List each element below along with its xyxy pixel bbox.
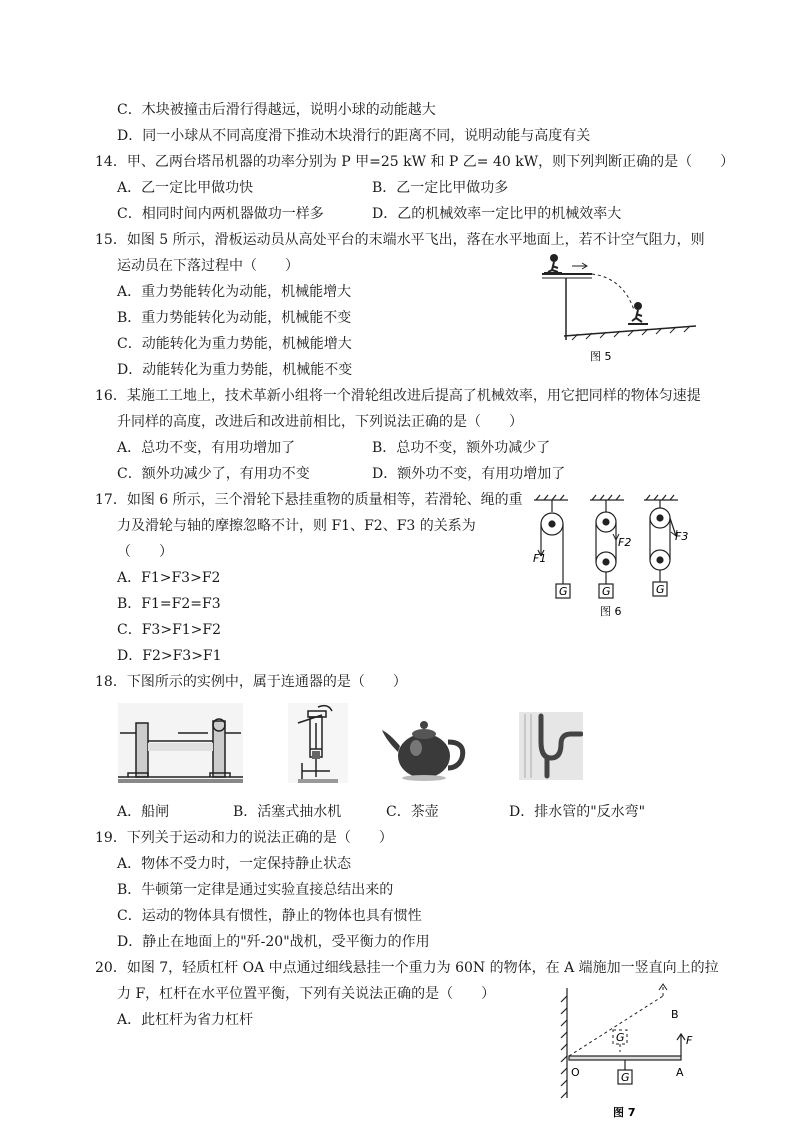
option-15b: B．重力势能转化为动能，机械能不变 [117, 310, 352, 326]
option-16b: B．总功不变，额外功减少了 [372, 440, 551, 456]
option-18a: A．船闸 [117, 804, 170, 820]
image-teapot [380, 712, 470, 782]
label-f2: F2 [618, 536, 632, 549]
option-16a: A．总功不变，有用功增加了 [117, 440, 296, 456]
image-piston-pump [288, 703, 348, 783]
option-20a: A．此杠杆为省力杠杆 [117, 1012, 254, 1028]
label-g3: G [656, 583, 665, 596]
option-15a: A．重力势能转化为动能，机械能增大 [117, 284, 352, 300]
option-18c: C．茶壶 [386, 804, 439, 820]
option-17d: D．F2>F3>F1 [117, 648, 222, 664]
label-f1: F1 [533, 552, 547, 565]
option-17c: C．F3>F1>F2 [117, 622, 222, 638]
figure-5-caption: 图 5 [590, 350, 612, 363]
label-g: G [621, 1071, 630, 1084]
option-14a: A．乙一定比甲做功快 [117, 180, 254, 196]
option-16c: C．额外功减少了，有用功不变 [117, 466, 310, 482]
image-ship-lock [118, 703, 243, 783]
option-17a: A．F1>F3>F2 [117, 570, 221, 586]
figure-6-caption: 图 6 [600, 605, 622, 618]
label-a: A [676, 1066, 684, 1079]
option-18d: D．排水管的"反水弯" [509, 804, 646, 820]
image-drain-trap [519, 712, 583, 780]
label-b: B [671, 1008, 679, 1021]
option-18b: B．活塞式抽水机 [233, 804, 342, 820]
option-17b: B．F1=F2=F3 [117, 596, 221, 612]
label-g1: G [559, 585, 568, 598]
question-15-line2: 运动员在下落过程中（ ） [117, 258, 299, 274]
option-14d: D．乙的机械效率一定比甲的机械效率大 [372, 206, 622, 222]
figure-7-lever [555, 980, 715, 1120]
label-o: O [571, 1066, 580, 1079]
label-g-dashed: G [616, 1031, 625, 1044]
question-20-line2: 力 F，杠杆在水平位置平衡，下列有关说法正确的是（ ） [117, 986, 496, 1002]
label-g2: G [602, 585, 611, 598]
skater-bottom-figure [628, 302, 648, 324]
label-f3: F3 [675, 530, 689, 543]
question-18: 18．下图所示的实例中，属于连通器的是（ ） [95, 674, 407, 690]
question-20-line1: 20．如图 7，轻质杠杆 OA 中点通过细线悬挂一个重力为 60N 的物体，在 A 端施加一竖直向上的拉 [95, 960, 719, 976]
skater-top-figure [544, 254, 562, 273]
option-19d: D．静止在地面上的"歼-20"战机，受平衡力的作用 [117, 934, 430, 950]
figure-7-caption: 图 7 [613, 1106, 636, 1119]
option-19c: C．运动的物体具有惯性，静止的物体也具有惯性 [117, 908, 422, 924]
question-16-line2: 升同样的高度，改进后和改进前相比，下列说法正确的是（ ） [117, 414, 523, 430]
option-13d: D．同一小球从不同高度滑下推动木块滑行的距离不同，说明动能与高度有关 [117, 128, 591, 144]
question-19: 19．下列关于运动和力的说法正确的是（ ） [95, 830, 393, 846]
option-14c: C．相同时间内两机器做功一样多 [117, 206, 324, 222]
question-17-line2: 力及滑轮与轴的摩擦忽略不计，则 F1、F2、F3 的关系为 [117, 518, 476, 534]
question-17-line3: （ ） [117, 544, 173, 560]
figure-5-skateboarder [528, 248, 700, 368]
question-16-line1: 16．某施工工地上，技术革新小组将一个滑轮组改进后提高了机械效率，用它把同样的物体匀速提 [95, 388, 701, 404]
option-14b: B．乙一定比甲做功多 [372, 180, 509, 196]
figure-6-pulleys [528, 488, 698, 623]
question-14: 14．甲、乙两台塔吊机器的功率分别为 P 甲=25 kW 和 P 乙= 40 kW，则下列判断正确的是（ ） [95, 154, 735, 170]
option-15c: C．动能转化为重力势能，机械能增大 [117, 336, 352, 352]
option-19b: B．牛顿第一定律是通过实验直接总结出来的 [117, 882, 394, 898]
question-17-line1: 17．如图 6 所示，三个滑轮下悬挂重物的质量相等，若滑轮、绳的重 [95, 492, 523, 508]
option-15d: D．动能转化为重力势能，机械能不变 [117, 362, 353, 378]
option-16d: D．额外功不变，有用功增加了 [372, 466, 566, 482]
question-15-line1: 15．如图 5 所示，滑板运动员从高处平台的末端水平飞出，落在水平地面上，若不计空气阻力，则 [95, 232, 705, 248]
option-13c: C．木块被撞击后滑行得越远，说明小球的动能越大 [117, 102, 436, 118]
label-f: F [686, 1034, 693, 1047]
option-19a: A．物体不受力时，一定保持静止状态 [117, 856, 352, 872]
